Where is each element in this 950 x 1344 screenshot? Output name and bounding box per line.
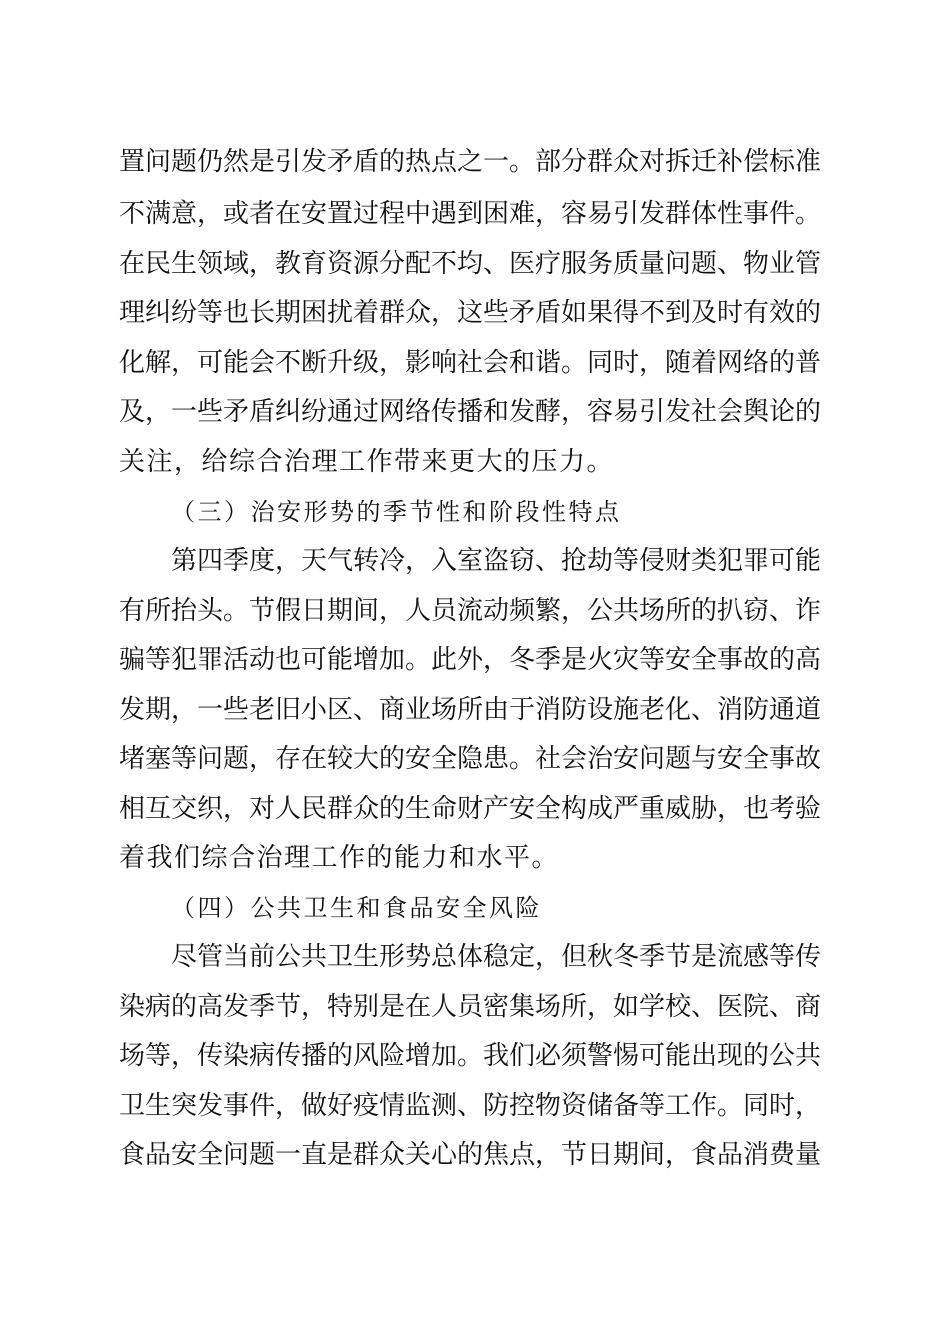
- paragraph-line: [0, 635, 950, 685]
- paragraph-line: [0, 137, 950, 187]
- text-line: 着我们综合治理工作的能力和水平。: [119, 843, 560, 873]
- section-heading-text: （三）治安形势的季节性和阶段性特点: [171, 498, 622, 526]
- paragraph-line: [0, 189, 950, 239]
- text-line: 理纠纷等也长期困扰着群众，这些矛盾如果得不到及时有效的: [119, 298, 822, 328]
- text-line: 食品安全问题一直是群众关心的焦点，节日期间，食品消费量: [119, 1140, 822, 1170]
- text-line: 不满意，或者在安置过程中遇到困难，容易引发群体性事件。: [119, 199, 822, 229]
- section-heading-text: （四）公共卫生和食品安全风险: [171, 894, 542, 922]
- text-line: 置问题仍然是引发矛盾的热点之一。部分群众对拆迁补偿标准: [119, 147, 822, 177]
- section-heading: [0, 487, 950, 537]
- text-line: 及，一些矛盾纠纷通过网络传播和发酵，容易引发社会舆论的: [119, 397, 822, 427]
- text-line: 骗等犯罪活动也可能增加。此外，冬季是火灾等安全事故的高: [119, 645, 822, 675]
- paragraph-line: [0, 1130, 950, 1180]
- paragraph-line-last: [0, 437, 950, 487]
- paragraph-line: [0, 784, 950, 834]
- paragraph-line: [0, 586, 950, 636]
- text-line: 尽管当前公共卫生形势总体稳定，但秋冬季节是流感等传: [171, 942, 822, 972]
- text-line: 在民生领域，教育资源分配不均、医疗服务质量问题、物业管: [119, 249, 822, 279]
- paragraph-line-first: [0, 536, 950, 586]
- text-line: 关注，给综合治理工作带来更大的压力。: [119, 447, 615, 477]
- text-line: 第四季度，天气转冷，入室盗窃、抢劫等侵财类犯罪可能: [171, 546, 822, 576]
- paragraph-line: [0, 288, 950, 338]
- paragraph-line: [0, 1031, 950, 1081]
- text-line: 发期，一些老旧小区、商业场所由于消防设施老化、消防通道: [119, 695, 822, 725]
- text-line: 堵塞等问题，存在较大的安全隐患。社会治安问题与安全事故: [119, 744, 822, 774]
- paragraph-line: [0, 387, 950, 437]
- paragraph-line: [0, 1081, 950, 1131]
- text-line: 相互交织，对人民群众的生命财产安全构成严重威胁，也考验: [119, 794, 822, 824]
- paragraph-line-last: [0, 833, 950, 883]
- paragraph-line: [0, 338, 950, 388]
- section-heading: [0, 883, 950, 933]
- text-line: 卫生突发事件，做好疫情监测、防控物资储备等工作。同时，: [119, 1091, 822, 1121]
- paragraph-line-first: [0, 932, 950, 982]
- paragraph-line: [0, 734, 950, 784]
- paragraph-line: [0, 982, 950, 1032]
- text-line: 化解，可能会不断升级，影响社会和谐。同时，随着网络的普: [119, 348, 822, 378]
- text-line: 染病的高发季节，特别是在人员密集场所，如学校、医院、商: [119, 992, 822, 1022]
- text-line: 场等，传染病传播的风险增加。我们必须警惕可能出现的公共: [119, 1041, 822, 1071]
- paragraph-line: [0, 239, 950, 289]
- text-line: 有所抬头。节假日期间，人员流动频繁，公共场所的扒窃、诈: [119, 596, 822, 626]
- paragraph-line: [0, 685, 950, 735]
